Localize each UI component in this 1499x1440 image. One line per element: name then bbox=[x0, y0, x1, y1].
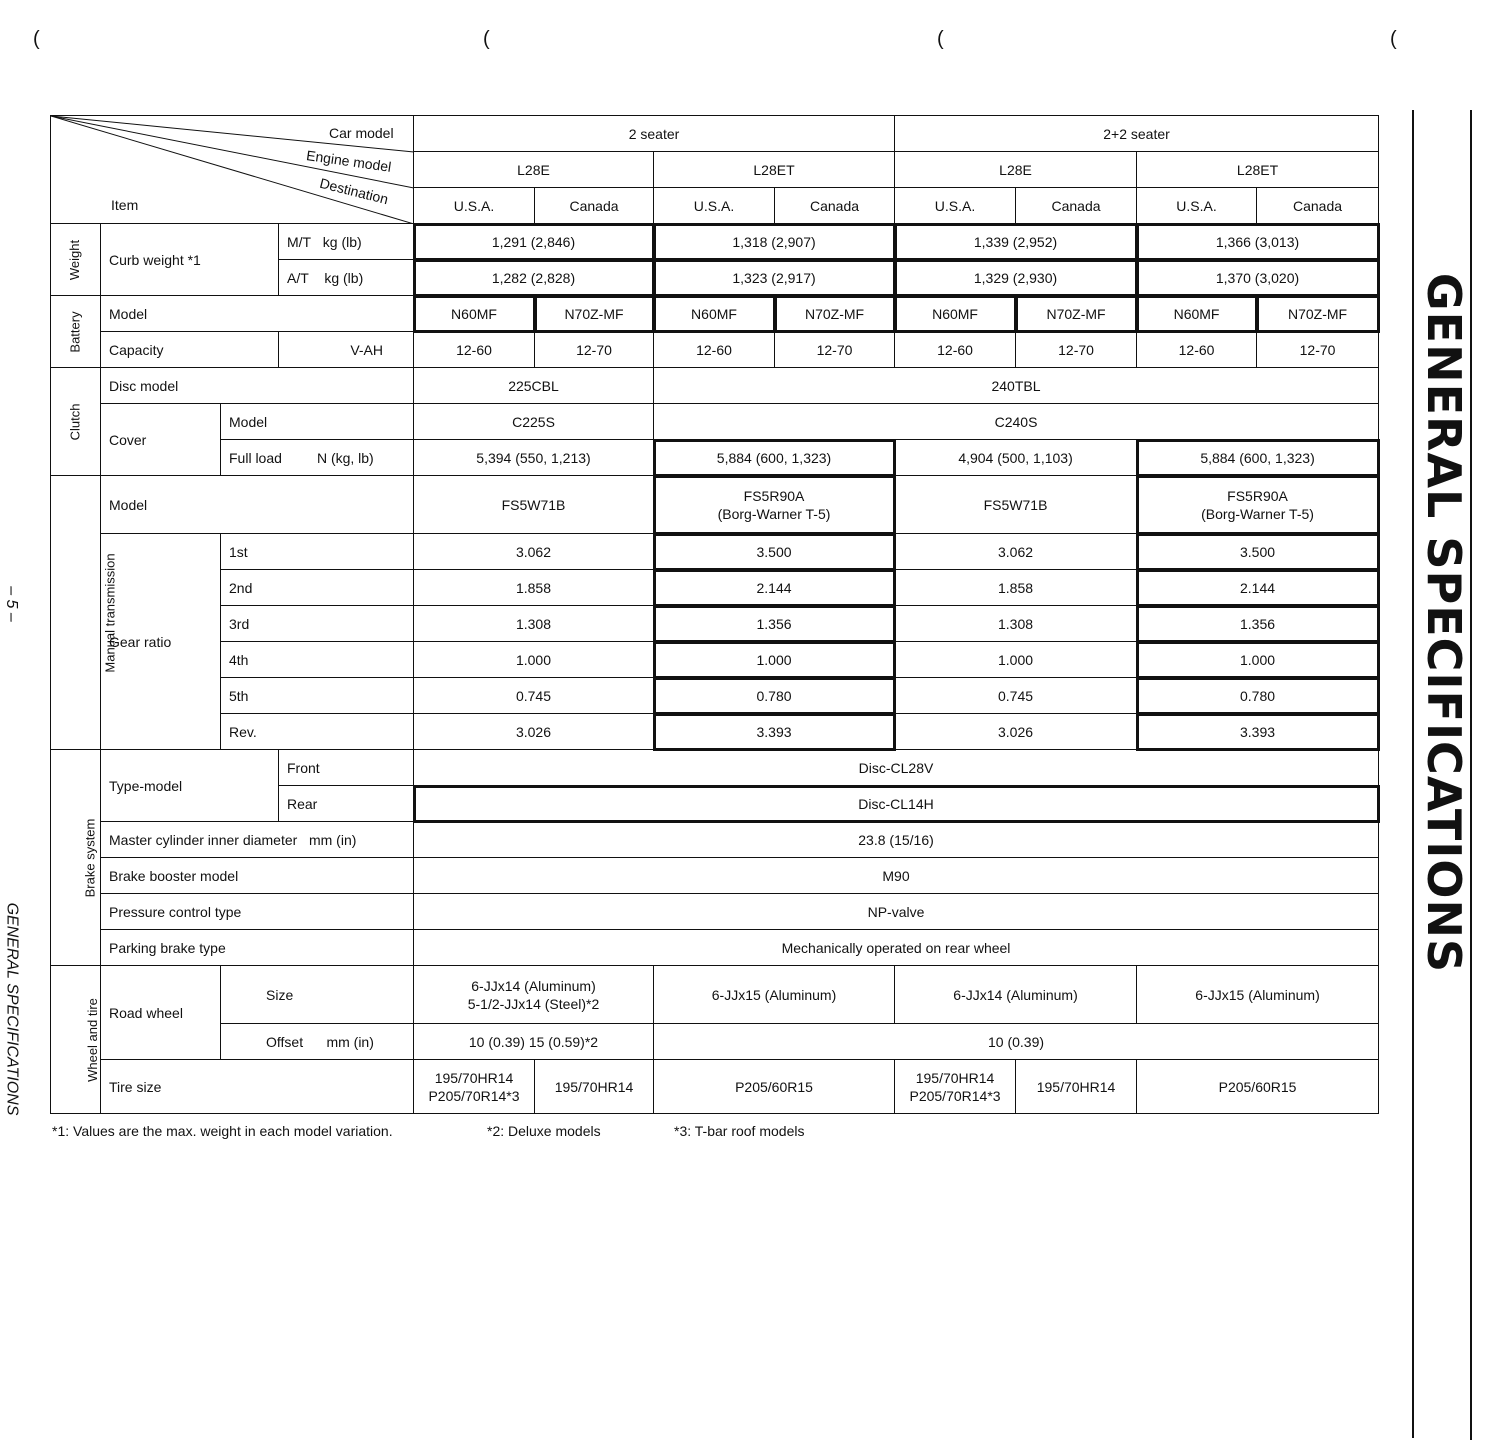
group-transmission: Manual transmission bbox=[51, 476, 101, 750]
capacity-unit: V-AH bbox=[279, 332, 414, 368]
cover-label: Cover bbox=[101, 404, 221, 476]
value-cell: 1,318 (2,907) bbox=[654, 224, 895, 260]
value-cell: 6-JJx14 (Aluminum) 5-1/2-JJx14 (Steel)*2 bbox=[414, 966, 654, 1024]
parking-label: Parking brake type bbox=[101, 930, 414, 966]
gear-name: 1st bbox=[221, 534, 414, 570]
value-cell: N70Z-MF bbox=[1257, 296, 1379, 332]
trans-model-label: Model bbox=[101, 476, 414, 534]
value-cell: 5,884 (600, 1,323) bbox=[1137, 440, 1379, 476]
mt-label: M/T kg (lb) bbox=[279, 224, 414, 260]
value-cell: 1,282 (2,828) bbox=[414, 260, 654, 296]
margin-mark: ( bbox=[483, 28, 490, 50]
value-cell: 1.308 bbox=[414, 606, 654, 642]
value-cell: N60MF bbox=[414, 296, 535, 332]
value-cell: 3.062 bbox=[414, 534, 654, 570]
value-cell: FS5R90A (Borg-Warner T-5) bbox=[1137, 476, 1379, 534]
value-cell: Disc-CL28V bbox=[414, 750, 1379, 786]
value-cell: P205/60R15 bbox=[654, 1060, 895, 1114]
value-cell: 240TBL bbox=[654, 368, 1379, 404]
value-cell: N70Z-MF bbox=[535, 296, 654, 332]
offset-label: Offset mm (in) bbox=[221, 1024, 414, 1060]
value-cell: 12-60 bbox=[654, 332, 775, 368]
value-cell: 0.780 bbox=[1137, 678, 1379, 714]
value-cell: 3.500 bbox=[1137, 534, 1379, 570]
group-wheel: Wheel and tire bbox=[51, 966, 101, 1114]
disc-model-label: Disc model bbox=[101, 368, 414, 404]
value-cell: 12-70 bbox=[1016, 332, 1137, 368]
value-cell: 1.858 bbox=[414, 570, 654, 606]
engine-l28e: L28E bbox=[895, 152, 1137, 188]
value-cell: 3.062 bbox=[895, 534, 1137, 570]
group-battery: Battery bbox=[51, 296, 101, 368]
value-cell: Disc-CL14H bbox=[414, 786, 1379, 822]
dest-usa: U.S.A. bbox=[654, 188, 775, 224]
value-cell: NP-valve bbox=[414, 894, 1379, 930]
road-wheel-label: Road wheel bbox=[101, 966, 221, 1060]
value-cell: 1.000 bbox=[895, 642, 1137, 678]
group-brake: Brake system bbox=[51, 750, 101, 966]
tire-size-label: Tire size bbox=[101, 1060, 414, 1114]
group-weight: Weight bbox=[51, 224, 101, 296]
dest-usa: U.S.A. bbox=[895, 188, 1016, 224]
cover-model-label: Model bbox=[221, 404, 414, 440]
gear-name: Rev. bbox=[221, 714, 414, 750]
gear-name: 2nd bbox=[221, 570, 414, 606]
value-cell: 3.500 bbox=[654, 534, 895, 570]
value-cell: 12-60 bbox=[414, 332, 535, 368]
value-cell: 3.026 bbox=[414, 714, 654, 750]
value-cell: 1.000 bbox=[1137, 642, 1379, 678]
running-header: GENERAL SPECIFICATIONS bbox=[3, 902, 21, 1116]
dest-canada: Canada bbox=[1257, 188, 1379, 224]
footnote-3: *3: T-bar roof models bbox=[674, 1123, 805, 1139]
value-cell: 195/70HR14 bbox=[1016, 1060, 1137, 1114]
value-cell: Mechanically operated on rear wheel bbox=[414, 930, 1379, 966]
value-cell: 1.000 bbox=[654, 642, 895, 678]
value-cell: 1,329 (2,930) bbox=[895, 260, 1137, 296]
value-cell: 1,291 (2,846) bbox=[414, 224, 654, 260]
value-cell: 12-60 bbox=[1137, 332, 1257, 368]
margin-mark: ( bbox=[33, 28, 40, 50]
header-22-seater: 2+2 seater bbox=[895, 116, 1379, 152]
margin-mark: ( bbox=[1390, 28, 1397, 50]
value-cell: 1.858 bbox=[895, 570, 1137, 606]
value-cell: FS5R90A (Borg-Warner T-5) bbox=[654, 476, 895, 534]
value-cell: 195/70HR14 bbox=[535, 1060, 654, 1114]
value-cell: N60MF bbox=[895, 296, 1016, 332]
value-cell: 1.000 bbox=[414, 642, 654, 678]
value-cell: 12-70 bbox=[775, 332, 895, 368]
value-cell: 2.144 bbox=[1137, 570, 1379, 606]
engine-l28e: L28E bbox=[414, 152, 654, 188]
dest-canada: Canada bbox=[775, 188, 895, 224]
size-label: Size bbox=[221, 966, 414, 1024]
value-cell: 1,366 (3,013) bbox=[1137, 224, 1379, 260]
engine-l28et: L28ET bbox=[654, 152, 895, 188]
value-cell: FS5W71B bbox=[895, 476, 1137, 534]
engine-l28et: L28ET bbox=[1137, 152, 1379, 188]
type-model-label: Type-model bbox=[101, 750, 279, 822]
header-corner bbox=[51, 116, 414, 224]
gear-ratio-label: Gear ratio bbox=[101, 534, 221, 750]
engine-model-label: Engine model bbox=[305, 147, 393, 175]
gear-name: 3rd bbox=[221, 606, 414, 642]
value-cell: 3.393 bbox=[1137, 714, 1379, 750]
battery-model-label: Model bbox=[101, 296, 414, 332]
value-cell: 0.745 bbox=[895, 678, 1137, 714]
dest-usa: U.S.A. bbox=[1137, 188, 1257, 224]
page-number: – 5 – bbox=[3, 586, 20, 622]
value-cell: 10 (0.39) 15 (0.59)*2 bbox=[414, 1024, 654, 1060]
value-cell: 0.780 bbox=[654, 678, 895, 714]
at-label: A/T kg (lb) bbox=[279, 260, 414, 296]
footnote-2: *2: Deluxe models bbox=[487, 1123, 601, 1139]
section-title: GENERAL SPECIFICATIONS bbox=[1417, 272, 1472, 974]
value-cell: 0.745 bbox=[414, 678, 654, 714]
pressure-label: Pressure control type bbox=[101, 894, 414, 930]
value-cell: FS5W71B bbox=[414, 476, 654, 534]
capacity-label: Capacity bbox=[101, 332, 279, 368]
value-cell: 6-JJx15 (Aluminum) bbox=[1137, 966, 1379, 1024]
gear-name: 4th bbox=[221, 642, 414, 678]
gear-name: 5th bbox=[221, 678, 414, 714]
divider-line bbox=[1412, 110, 1414, 1438]
value-cell: C225S bbox=[414, 404, 654, 440]
dest-canada: Canada bbox=[535, 188, 654, 224]
value-cell: 12-60 bbox=[895, 332, 1016, 368]
value-cell: 3.393 bbox=[654, 714, 895, 750]
value-cell: 6-JJx15 (Aluminum) bbox=[654, 966, 895, 1024]
value-cell: N60MF bbox=[654, 296, 775, 332]
value-cell: 3.026 bbox=[895, 714, 1137, 750]
dest-canada: Canada bbox=[1016, 188, 1137, 224]
value-cell: 1.308 bbox=[895, 606, 1137, 642]
value-cell: 1.356 bbox=[1137, 606, 1379, 642]
dest-usa: U.S.A. bbox=[414, 188, 535, 224]
value-cell: M90 bbox=[414, 858, 1379, 894]
front-label: Front bbox=[279, 750, 414, 786]
car-model-label: Car model bbox=[329, 125, 394, 141]
item-label: Item bbox=[111, 197, 139, 213]
margin-mark: ( bbox=[937, 28, 944, 50]
value-cell: 195/70HR14 P205/70R14*3 bbox=[414, 1060, 535, 1114]
booster-label: Brake booster model bbox=[101, 858, 414, 894]
value-cell: 1.356 bbox=[654, 606, 895, 642]
value-cell: 1,323 (2,917) bbox=[654, 260, 895, 296]
value-cell: 12-70 bbox=[535, 332, 654, 368]
master-cyl-label: Master cylinder inner diameter mm (in) bbox=[101, 822, 414, 858]
value-cell: 195/70HR14 P205/70R14*3 bbox=[895, 1060, 1016, 1114]
value-cell: N70Z-MF bbox=[1016, 296, 1137, 332]
value-cell: 225CBL bbox=[414, 368, 654, 404]
value-cell: 5,884 (600, 1,323) bbox=[654, 440, 895, 476]
value-cell: 12-70 bbox=[1257, 332, 1379, 368]
footnote-1: *1: Values are the max. weight in each model variation. bbox=[52, 1123, 393, 1139]
header-2-seater: 2 seater bbox=[414, 116, 895, 152]
value-cell: 1,370 (3,020) bbox=[1137, 260, 1379, 296]
value-cell: 4,904 (500, 1,103) bbox=[895, 440, 1137, 476]
group-clutch: Clutch bbox=[51, 368, 101, 476]
value-cell: 23.8 (15/16) bbox=[414, 822, 1379, 858]
value-cell: 5,394 (550, 1,213) bbox=[414, 440, 654, 476]
value-cell: 2.144 bbox=[654, 570, 895, 606]
value-cell: 10 (0.39) bbox=[654, 1024, 1379, 1060]
rear-label: Rear bbox=[279, 786, 414, 822]
destination-label: Destination bbox=[318, 174, 390, 208]
full-load-label: Full load N (kg, lb) bbox=[221, 440, 414, 476]
value-cell: N70Z-MF bbox=[775, 296, 895, 332]
value-cell: 6-JJx14 (Aluminum) bbox=[895, 966, 1137, 1024]
curb-weight-label: Curb weight *1 bbox=[101, 224, 279, 296]
value-cell: 1,339 (2,952) bbox=[895, 224, 1137, 260]
value-cell: C240S bbox=[654, 404, 1379, 440]
spec-table bbox=[50, 115, 1379, 1114]
value-cell: P205/60R15 bbox=[1137, 1060, 1379, 1114]
value-cell: N60MF bbox=[1137, 296, 1257, 332]
